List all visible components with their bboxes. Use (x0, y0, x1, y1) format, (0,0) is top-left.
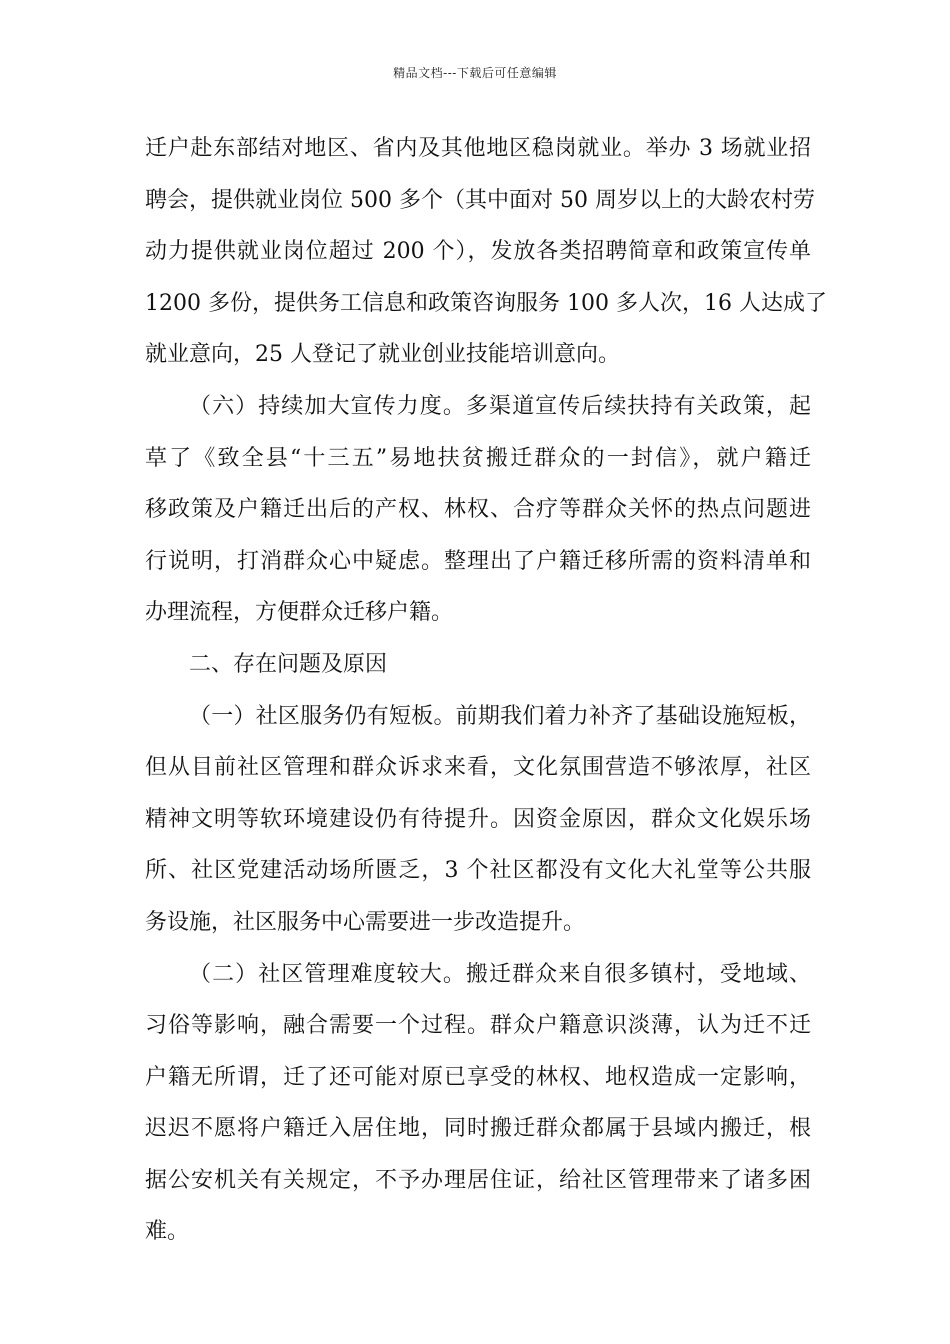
text-line: 所、社区党建活动场所匮乏，3 个社区都没有文化大礼堂等公共服 (145, 858, 811, 884)
text-line: 办理流程，方便群众迁移户籍。 (145, 600, 454, 626)
section-heading: 二、存在问题及原因 (189, 651, 388, 677)
text-line: 户籍无所谓，迁了还可能对原已享受的林权、地权造成一定影响， (145, 1064, 811, 1090)
paragraph-start-line: （二）社区管理难度较大。搬迁群众来自很多镇村，受地域、 (189, 961, 811, 987)
text-line: 动力提供就业岗位超过 200 个），发放各类招聘简章和政策宣传单 (145, 239, 811, 265)
text-line: 务设施，社区服务中心需要进一步改造提升。 (145, 909, 586, 935)
paragraph-start-line: （六）持续加大宣传力度。多渠道宣传后续扶持有关政策，起 (189, 393, 811, 419)
paragraph-start-line: （一）社区服务仍有短板。前期我们着力补齐了基础设施短板， (189, 703, 811, 729)
text-line: 就业意向，25 人登记了就业创业技能培训意向。 (145, 342, 620, 368)
text-line: 据公安机关有关规定，不予办理居住证，给社区管理带来了诸多困 (145, 1167, 811, 1193)
text-line: 迟迟不愿将户籍迁入居住地，同时搬迁群众都属于县域内搬迁，根 (145, 1116, 811, 1142)
text-line: 精神文明等软环境建设仍有待提升。因资金原因，群众文化娱乐场 (145, 806, 811, 832)
text-line: 但从目前社区管理和群众诉求来看，文化氛围营造不够浓厚，社区 (145, 755, 811, 781)
text-line: 难。 (145, 1219, 190, 1245)
text-line: 聘会，提供就业岗位 500 多个（其中面对 50 周岁以上的大龄农村劳 (145, 187, 815, 213)
text-line: 移政策及户籍迁出后的产权、林权、合疗等群众关怀的热点问题进 (145, 497, 811, 523)
text-line: 行说明，打消群众心中疑虑。整理出了户籍迁移所需的资料清单和 (145, 548, 811, 574)
page-header: 精品文档---下载后可任意编辑 (393, 66, 557, 80)
text-line: 迁户赴东部结对地区、省内及其他地区稳岗就业。举办 3 场就业招 (145, 136, 811, 161)
text-line: 习俗等影响，融合需要一个过程。群众户籍意识淡薄，认为迁不迁 (145, 1013, 811, 1039)
text-line: 1200 多份，提供务工信息和政策咨询服务 100 多人次，16 人达成了 (145, 290, 827, 316)
document-body (145, 133, 827, 1268)
text-line: 草了《致全县“十三五”易地扶贫搬迁群众的一封信》，就户籍迁 (145, 445, 811, 471)
